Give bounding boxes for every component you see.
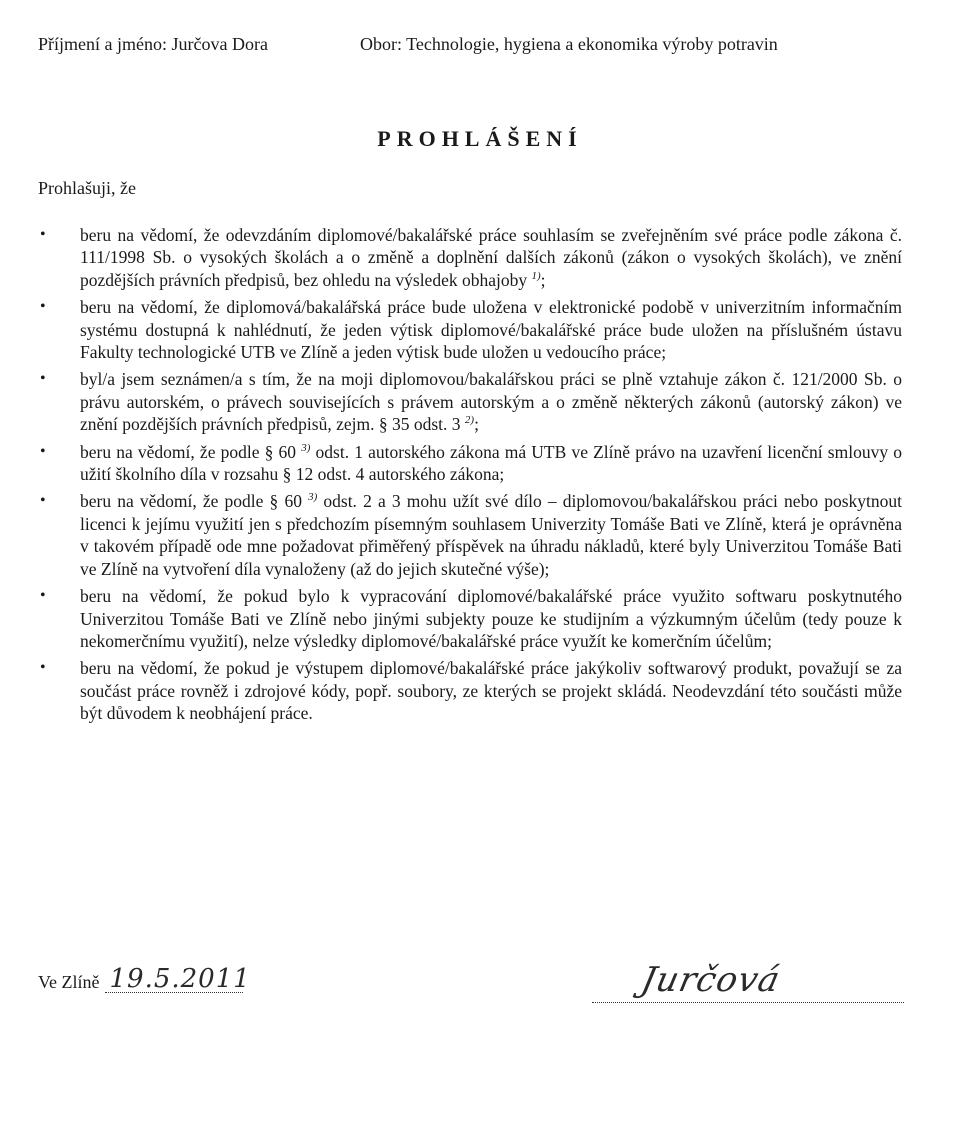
bullet-icon: • [40, 370, 46, 388]
item-text-end: odst. 1 autorského zákona má UTB ve Zlíně právo na uzavření licenční smlouvy o užití školního díla v rozsahu § 12 odst. 4 autorského zákona; [80, 441, 902, 485]
bullet-icon: • [40, 659, 46, 677]
item-text-end: ; [474, 414, 479, 435]
footnote-ref: 1) [531, 269, 541, 282]
item-text: beru na vědomí, že diplomová/bakalářská práce bude uložena v elektronické podobě v univerzitním informačním systému dostupná k nahlédnutí, že jeden výtisk diplomové/bakalářské práce bude uložen na příslušném ústavu Fakulty technologické UTB ve Zlíně a jeden výtisk bude uložen u vedoucího práce; [80, 297, 902, 363]
list-item [40, 657, 902, 724]
bullet-icon: • [40, 226, 46, 243]
item-text-end: ; [540, 269, 546, 290]
date-field [105, 964, 251, 994]
bullet-icon: • [40, 587, 46, 605]
page-title: PROHLÁŠENÍ [377, 126, 583, 151]
handwritten-date: 19.5.2011 [109, 964, 251, 994]
item-text: beru na vědomí, že podle § 60 [80, 441, 302, 462]
footnote-ref: 3) [308, 491, 318, 504]
item-text: beru na vědomí, že pokud bylo k vypracování diplomové/bakalářské práce využito softwaru poskytnutého Univerzitou Tomáše Bati ve Zlíně nebo jinými subjekty pouze ke studijním a výzkumným účelům (tedy pouze k nekomerčnímu využití), nelze výsledky diplomové/bakalářské práce využít ke komerčním účelům; [80, 586, 902, 651]
item-text: beru na vědomí, že odevzdáním diplomové/bakalářské práce souhlasím se zveřejněním své práce podle zákona č. 111/1998 Sb. o vysokých školách a o změně a doplnění dalších zákonů (zákon o vysokých školách), ve znění pozdějších právních předpisů, bez ohledu na výsledek obhajoby [80, 225, 902, 290]
list-item [40, 368, 902, 435]
footnote-ref: 2) [464, 414, 475, 427]
item-text: beru na vědomí, že pokud je výstupem diplomové/bakalářské práce jakýkoliv softwarový produkt, považují se za součást práce rovněž i zdrojové kódy, popř. soubory, ze kterých se projekt skládá. Neodevzdání této součásti může být důvodem k neobhájení práce. [80, 658, 902, 724]
list-item [40, 441, 902, 486]
bullet-icon: • [40, 492, 46, 510]
footnote-ref: 3) [301, 441, 311, 454]
list-item [40, 296, 902, 363]
item-text: byl/a jsem seznámen/a s tím, že na moji diplomovou/bakalářskou práci se plně vztahuje zákon č. 121/2000 Sb. o právu autorském, o právech souvisejících s právem autorským a o změně některých zákonů (autorský zákon) ve znění pozdějších právních předpisů, zejm. § 35 odst. 3 [80, 369, 902, 435]
declaration-list [40, 224, 902, 730]
list-item [40, 585, 902, 652]
list-item [40, 224, 902, 291]
bullet-icon: • [40, 442, 46, 460]
student-name: Příjmení a jméno: Jurčova Dora [38, 34, 268, 54]
place-date-line [38, 964, 251, 994]
handwritten-signature: Jurčová [637, 960, 785, 1000]
bullet-icon: • [40, 298, 46, 316]
place-label: Ve Zlíně [38, 972, 100, 992]
intro-text: Prohlašuji, že [38, 178, 136, 198]
list-item [40, 490, 902, 580]
signature-line [592, 942, 904, 1003]
item-text-end: odst. 2 a 3 mohu užít své dílo – diplomovou/bakalářskou práci nebo poskytnout licenci k jejímu využití jen s předchozím písemným souhlasem Univerzity Tomáše Bati ve Zlíně, která je oprávněna v takovém případě ode mne požadovat přiměřený příspěvek na úhradu nákladů, které byly Univerzitou Tomáše Bati ve Zlíně na vytvoření díla vynaloženy (až do jejich skutečné výše); [80, 491, 902, 579]
study-field: Obor: Technologie, hygiena a ekonomika výroby potravin [360, 34, 778, 54]
item-text: beru na vědomí, že podle § 60 [80, 491, 309, 512]
